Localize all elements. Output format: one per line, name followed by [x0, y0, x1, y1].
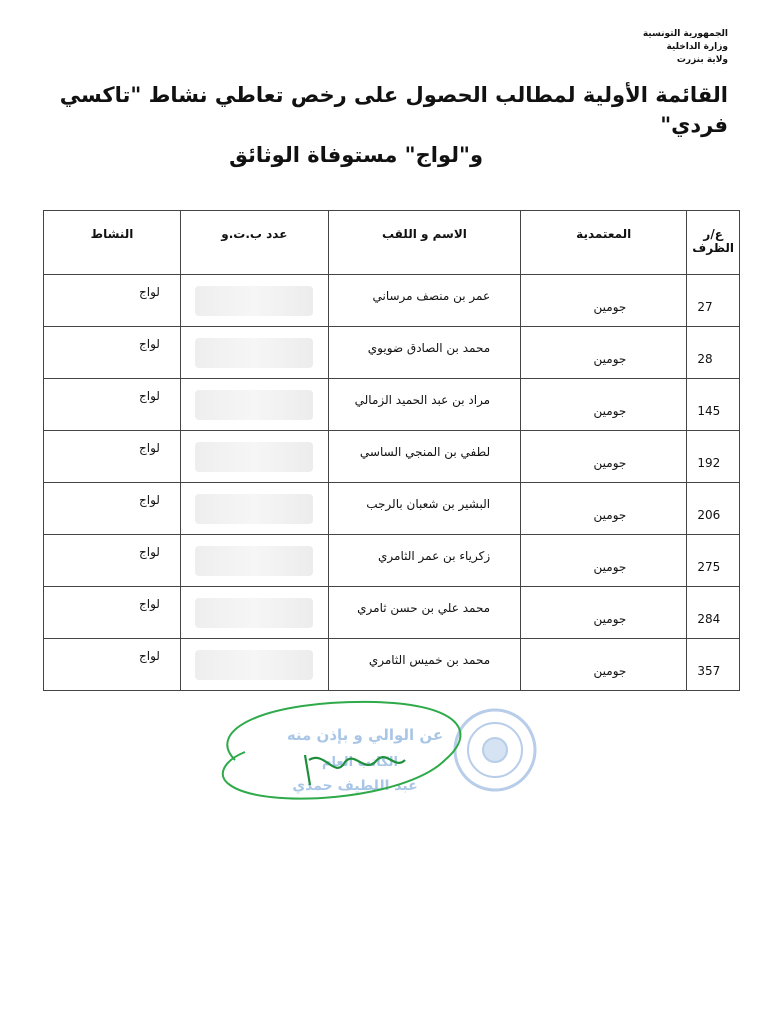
- row-name: محمد علي بن حسن ثامري: [328, 587, 520, 639]
- redacted-cin-block: [195, 650, 313, 680]
- row-id: 192: [687, 431, 740, 483]
- row-activity: لواج: [44, 431, 181, 483]
- row-name: لطفي بن المنجي الساسي: [328, 431, 520, 483]
- redacted-cin-block: [195, 442, 313, 472]
- row-id: 275: [687, 535, 740, 587]
- header-id: ع/ر الظرف: [687, 211, 740, 275]
- table-row: [44, 431, 740, 483]
- row-name: مراد بن عبد الحميد الزمالي: [328, 379, 520, 431]
- row-delegation: جومين: [521, 327, 687, 379]
- redacted-cin-block: [195, 390, 313, 420]
- redacted-cin-block: [195, 494, 313, 524]
- row-cin-redacted: [180, 431, 328, 483]
- row-delegation: جومين: [521, 535, 687, 587]
- row-id: 206: [687, 483, 740, 535]
- row-id: 284: [687, 587, 740, 639]
- table-row: [44, 483, 740, 535]
- row-delegation: جومين: [521, 379, 687, 431]
- row-activity: لواج: [44, 639, 181, 691]
- row-cin-redacted: [180, 379, 328, 431]
- table-header-row: [44, 211, 740, 275]
- row-cin-redacted: [180, 535, 328, 587]
- row-activity: لواج: [44, 275, 181, 327]
- row-name: محمد بن الصادق ضويوي: [328, 327, 520, 379]
- redacted-cin-block: [195, 338, 313, 368]
- row-id: 357: [687, 639, 740, 691]
- redacted-cin-block: [195, 598, 313, 628]
- row-cin-redacted: [180, 275, 328, 327]
- table-row: [44, 379, 740, 431]
- row-activity: لواج: [44, 483, 181, 535]
- signature-and-stamp: [205, 690, 565, 820]
- ministry-label: وزارة الداخلية: [666, 42, 728, 52]
- table-row: [44, 587, 740, 639]
- row-activity: لواج: [44, 327, 181, 379]
- redacted-cin-block: [195, 546, 313, 576]
- row-id: 28: [687, 327, 740, 379]
- stamp-text-line-2: الكاتب العام: [321, 755, 399, 770]
- header-block: [588, 28, 728, 67]
- header-cin: عدد ب.ت.و: [180, 211, 328, 275]
- table-row: [44, 639, 740, 691]
- title-line-1: القائمة الأولية لمطالب الحصول على رخص تعاطي نشاط "تاكسي فردي": [59, 83, 728, 137]
- header-delegation: المعتمدية: [521, 211, 687, 275]
- header-name: الاسم و اللقب: [328, 211, 520, 275]
- stamp-text-line-3: عبد اللطيف حمدي: [292, 778, 418, 794]
- row-name: عمر بن منصف مرساني: [328, 275, 520, 327]
- row-cin-redacted: [180, 587, 328, 639]
- row-name: زكرياء بن عمر الثامري: [328, 535, 520, 587]
- title-line-2: و"لواج" مستوفاة الوثائق: [229, 143, 483, 167]
- row-name: البشير بن شعبان بالرجب: [328, 483, 520, 535]
- table-row: [44, 327, 740, 379]
- stamp-text-line-1: عن الوالي و بإذن منه: [286, 726, 444, 744]
- row-cin-redacted: [180, 483, 328, 535]
- redacted-cin-block: [195, 286, 313, 316]
- republic-label: الجمهورية التونسية: [642, 29, 728, 39]
- header-activity: النشاط: [44, 211, 181, 275]
- row-delegation: جومين: [521, 483, 687, 535]
- row-cin-redacted: [180, 639, 328, 691]
- applicants-table: [43, 210, 740, 691]
- page-title: [40, 80, 728, 170]
- row-id: 27: [687, 275, 740, 327]
- row-activity: لواج: [44, 535, 181, 587]
- row-activity: لواج: [44, 379, 181, 431]
- table-row: [44, 275, 740, 327]
- row-cin-redacted: [180, 327, 328, 379]
- row-delegation: جومين: [521, 431, 687, 483]
- row-delegation: جومين: [521, 587, 687, 639]
- row-name: محمد بن خميس الثامري: [328, 639, 520, 691]
- table-row: [44, 535, 740, 587]
- round-seal-icon: [455, 710, 535, 790]
- row-delegation: جومين: [521, 639, 687, 691]
- governorate-label: ولاية بنزرت: [676, 55, 728, 65]
- row-id: 145: [687, 379, 740, 431]
- row-delegation: جومين: [521, 275, 687, 327]
- row-activity: لواج: [44, 587, 181, 639]
